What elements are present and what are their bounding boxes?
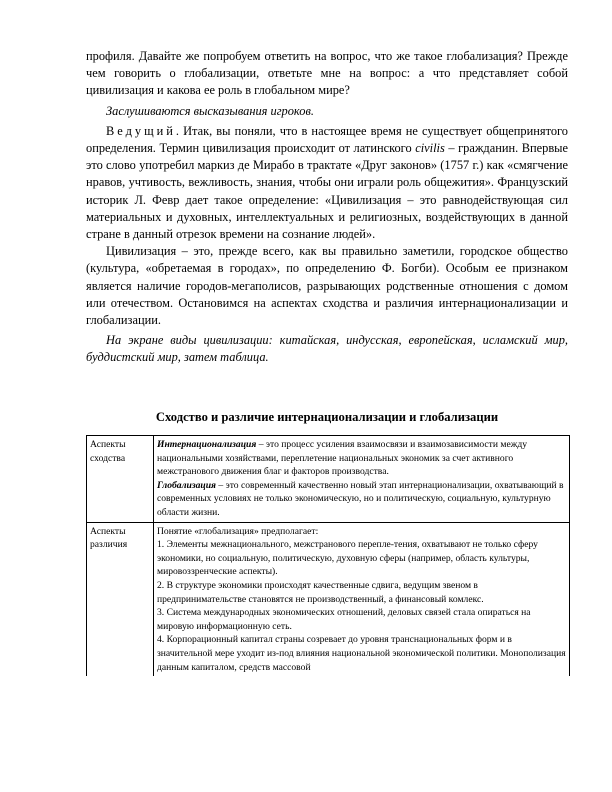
latin-term: civilis: [415, 141, 445, 156]
body-text: [86, 48, 568, 367]
stage-direction: Заслушиваются высказывания игроков.: [106, 103, 314, 118]
row-content: [154, 436, 570, 523]
list-item: 4. Корпорационный капитал страны созревает до уровня транснациональных форм и в значительной мере уходит из-под влияния национальной экономической политики. Монополизация данным капиталом, средств массовой: [157, 634, 566, 673]
table-row: [87, 436, 570, 523]
definition-globalization: [157, 479, 566, 520]
row-label: Аспекты различия: [87, 522, 154, 676]
list-item: 1. Элементы межнационального, межстранового перепле-тения, охватывают не только сферу экономики, но социальную, политическую, духовную сферы (например, область культуры, мировоззренческие аспекты).: [157, 539, 538, 578]
paragraph-intro: профиля. Давайте же попробуем ответить на вопрос, что же такое глобализация? Прежде чем говорить о глобализации, ответьте мне на вопрос: а что представляет собой цивилизация и какова ее роль в глобальном мире?: [86, 49, 568, 98]
paragraph-text: – гражданин. Впервые это слово употребил маркиз де Мирабо в трактате «Друг законов» (1757 г.) как «смягчение нравов, учтивость, вежливость, знания, чтобы они играли роль общежития». Французский историк Л. Февр дает такое определение: «Цивилизация – это равнодействующая сил материальных и духовных, интеллектуальных и религиозных, воздействующих в данной стране в данный отрезок времени на сознание людей».: [86, 141, 569, 242]
table-title: Сходство и различие интернационализации и глобализации: [155, 410, 499, 424]
row-label: Аспекты сходства: [87, 436, 154, 523]
definition-text: – это процесс усиления взаимосвязи и взаимозависимости между национальными хозяйствами, переплетение национальных экономик за счет активного межстранового движения благ и факторов производства.: [157, 439, 528, 478]
paragraph-city-society: Цивилизация – это, прежде всего, как вы правильно заметили, городское общество (культура, «обретаемая в городах», по определению Ф. Богби). Особым ее признаком является наличие городов-мегаполисов, разрывающих родственные отношения с домом или отечеством. Остановимся на аспектах сходства и различия интернационализации и глобализации.: [86, 244, 568, 328]
paragraph-text: . Итак, вы поняли, что в настоящее время не существует общепринятого определения. Термин цивилизация происходит от латинского: [86, 123, 568, 156]
speaker-label: Ведущий: [106, 123, 176, 138]
comparison-table: [86, 435, 570, 676]
table-row: [87, 522, 570, 676]
term: Интернационализация: [157, 439, 257, 450]
screen-direction: На экране виды цивилизации: китайская, индусская, европейская, исламский мир, буддистский мир, затем таблица.: [86, 333, 568, 365]
definition-internationalization: [157, 438, 566, 479]
list-intro: Понятие «глобализация» предполагает:: [157, 525, 319, 537]
row-content: [154, 522, 570, 676]
paragraph-civilization-definition: [86, 123, 568, 243]
list-item: 2. В структуре экономики происходят качественные сдвига, ведущим звеном в предпринимательстве становятся не производственный, а финансовый комлекс.: [157, 579, 484, 605]
definition-text: – это современный качественно новый этап интернационализации, охватывающий в современных условиях не только экономическую, но и политическую, социальную, культурную области жизни.: [157, 479, 564, 518]
list-item: 3. Система международных экономических отношений, деловых связей стала опираться на мировую информационную сеть.: [157, 607, 531, 632]
term: Глобализация: [157, 479, 217, 491]
